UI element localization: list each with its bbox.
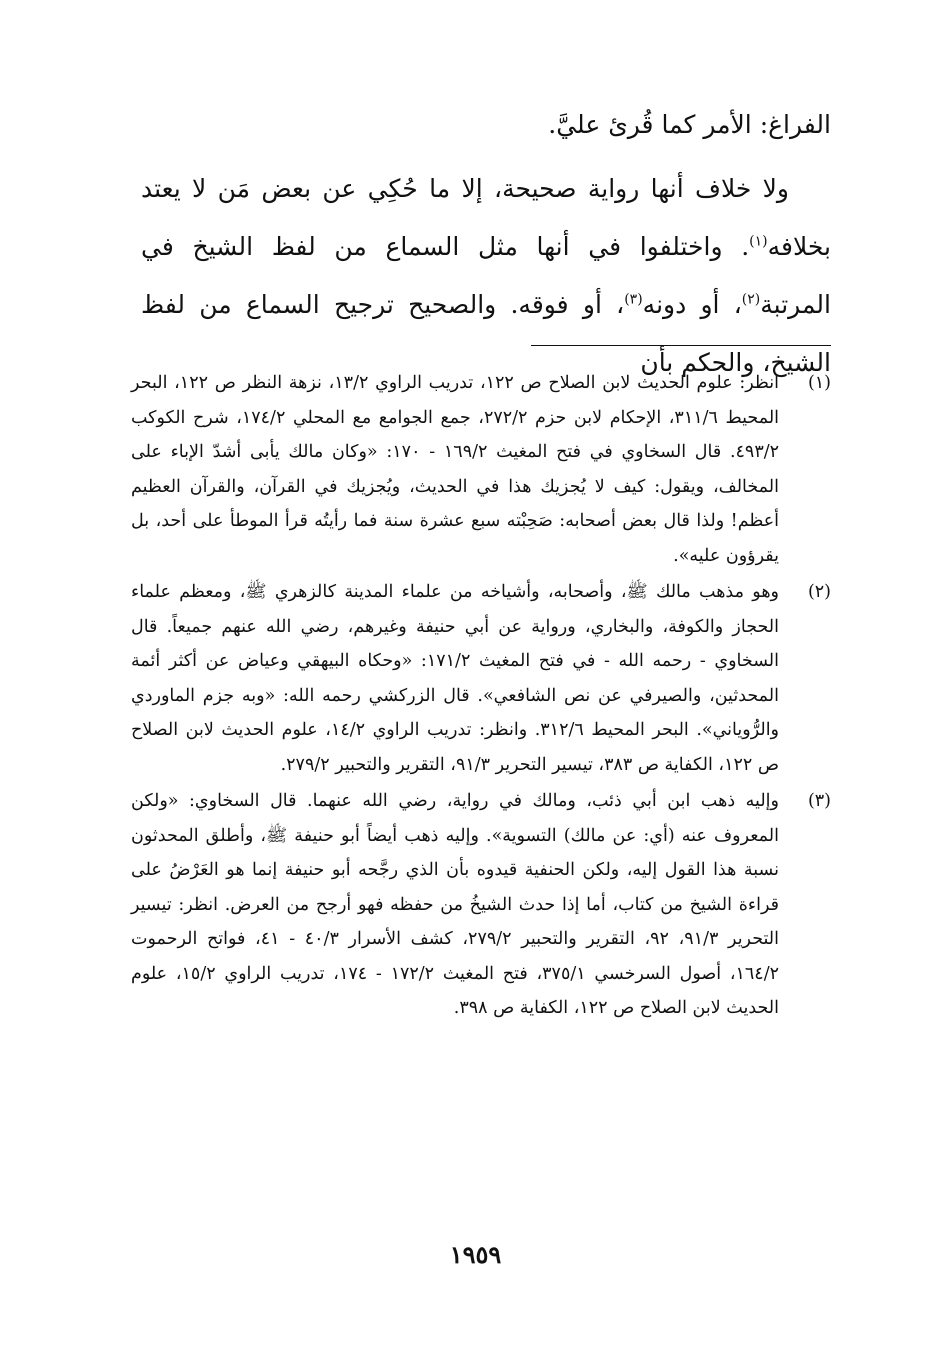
footnote-2	[131, 575, 831, 782]
footnote-ref-3: (٣)	[624, 291, 643, 308]
footnote-1	[131, 366, 831, 573]
page-number: ١٩٥٩	[449, 1240, 502, 1269]
main-text	[141, 96, 831, 392]
footnote-text: انظر: علوم الحديث لابن الصلاح ص ١٢٢، تدريب الراوي ١٣/٢، نزهة النظر ص ١٢٢، البحر المحيط ٣١١/٦، الإحكام لابن حزم ٢٧٢/٢، جمع الجوامع مع المحلي ١٧٤/٢، شرح الكوكب ٤٩٣/٢. قال السخاوي في فتح المغيث ١٦٩/٢ - ١٧٠: «وكان مالك يأبى أشدّ الإباء على المخالف، ويقول: كيف لا يُجزيك هذا في الحديث، ويُجزيك في القرآن، والقرآن العظيم أعظم! ولذا قال بعض أصحابه: صَحِبْته سبع عشرة سنة فما رأيتُه قرأ الموطأ على أحد، بل يقرؤون عليه».	[131, 373, 780, 566]
footnote-text: وهو مذهب مالك ﷺ، وأصحابه، وأشياخه من علماء المدينة كالزهري ﷺ، ومعظم علماء الحجاز والكوفة، والبخاري، ورواية عن أبي حنيفة وغيرهم، رضي الله عنهم جميعاً. قال السخاوي - رحمه الله - في فتح المغيث ١٧١/٢: «وحكاه البيهقي وعياض عن أكثر أئمة المحدثين، والصيرفي عن نص الشافعي». قال الزركشي رحمه الله: «وبه جزم الماوردي والرُّوياني». البحر المحيط ٣١٢/٦. وانظر: تدريب الراوي ١٤/٢، علوم الحديث لابن الصلاح ص ١٢٢، الكفاية ص ٣٨٣، تيسير التحرير ٩١/٣، التقرير والتحبير ٢٧٩/٢.	[131, 582, 780, 775]
footnote-number: (١)	[807, 373, 831, 393]
footnote-text: وإليه ذهب ابن أبي ذئب، ومالك في رواية، رضي الله عنهما. قال السخاوي: «ولكن المعروف عنه (أي: عن مالك) التسوية». وإليه ذهب أيضاً أبو حنيفة ﷺ، وأطلق المحدثون نسبة هذا القول إليه، ولكن الحنفية قيدوه بأن الذي رجَّحه أبو حنيفة إنما هو العَرْضُ على قراءة الشيخ من كتاب، أما إذا حدث الشيخُ من حفظه فهو أرجح من العرض. انظر: تيسير التحرير ٩١/٣، ٩٢، التقرير والتحبير ٢٧٩/٢، كشف الأسرار ٤٠/٣ - ٤١، فواتح الرحموت ١٦٤/٢، أصول السرخسي ٣٧٥/١، فتح المغيث ١٧٢/٢ - ١٧٤، تدريب الراوي ١٥/٢، علوم الحديث لابن الصلاح ص ١٢٢، الكفاية ص ٣٩٨.	[131, 791, 779, 1018]
paragraph-text: ، أو فوقه. والصحيح ترجيح السماع من لفظ الشيخ، والحكم بأن	[141, 290, 831, 377]
main-paragraph-2	[141, 160, 831, 392]
footnote-ref-2: (٢)	[741, 291, 761, 308]
main-line-1: الفراغ: الأمر كما قُرئ عليَّ.	[548, 110, 831, 139]
paragraph-text: ، أو دونه	[642, 290, 742, 319]
footnote-number: (٣)	[807, 791, 831, 811]
footnote-3	[131, 784, 831, 1026]
paragraph-text: ولا خلاف أنها رواية صحيحة، إلا ما حُكِي عن بعض مَن لا يعتد بخلافه	[141, 174, 831, 261]
footnotes	[131, 366, 831, 1028]
footnote-ref-1: (١)	[749, 233, 768, 250]
paragraph-text: . واختلفوا في أنها مثل السماع من لفظ الشيخ في المرتبة	[141, 232, 831, 319]
footnote-separator	[531, 345, 831, 346]
footnote-number: (٢)	[807, 582, 831, 602]
